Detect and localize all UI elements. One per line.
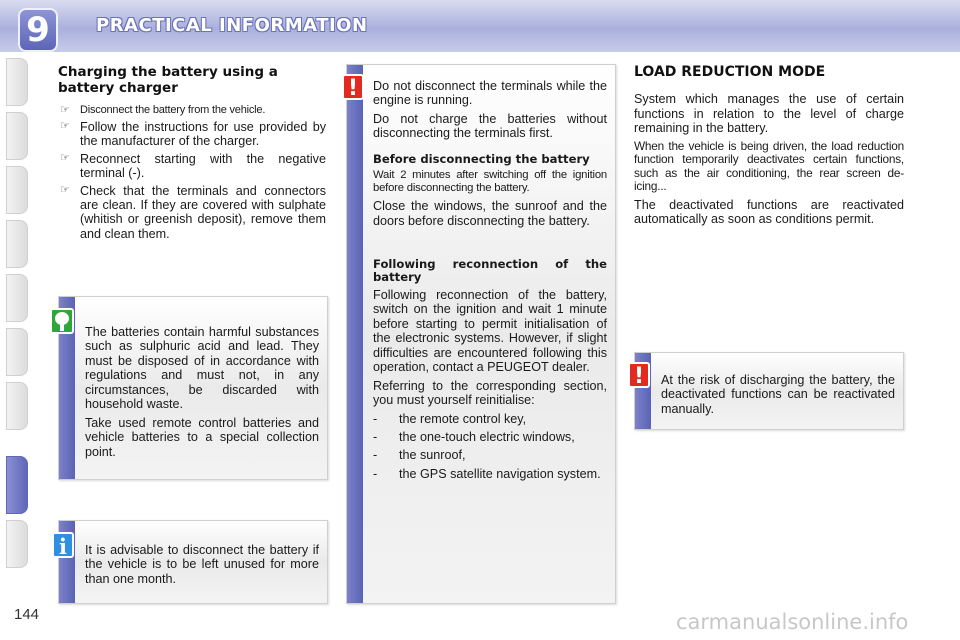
charging-steps — [58, 104, 326, 241]
load-reduction-paragraph: The deactivated functions are reactivated automatically as soon as conditions permit. — [634, 197, 904, 227]
chapter-tabs — [0, 58, 32, 578]
eco-paragraph: Take used remote control batteries and vehicle batteries to a special collection point. — [85, 415, 319, 459]
load-reduction-warning-text: At the risk of discharging the battery, the deactivated functions can be reactivated manually. — [661, 373, 895, 416]
list-item: ☞ Check that the terminals and connectors are clean. If they are covered with sulphate (whitish or greenish deposit), remove them and clean them. — [60, 183, 326, 241]
page-title: PRACTICAL INFORMATION — [96, 15, 368, 36]
pointing-hand-icon: ☞ — [60, 104, 70, 116]
warning-box-load-reduction — [634, 352, 904, 430]
charging-heading-line2: battery charger — [58, 80, 178, 96]
list-item: - the remote control key, — [373, 411, 527, 426]
warning-icon: ! — [628, 362, 650, 388]
chapter-tab[interactable] — [6, 112, 28, 160]
list-item: ☞ Follow the instructions for use provided by the manufacturer of the charger. — [60, 119, 326, 149]
watermark-text: carmanualsonline.info — [676, 610, 909, 634]
page-number: 144 — [14, 606, 40, 623]
list-item: - the one-touch electric windows, — [373, 429, 575, 444]
tree-icon — [50, 308, 74, 334]
environment-box — [58, 296, 328, 480]
chapter-tab[interactable] — [6, 58, 28, 106]
chapter-tab-active[interactable] — [6, 456, 28, 514]
warning-paragraph: Wait 2 minutes after switching off the ignition before disconnecting the battery. — [373, 169, 607, 195]
chapter-tab[interactable] — [6, 166, 28, 214]
info-text: It is advisable to disconnect the battery if the vehicle is to be left unused for more than one month. — [85, 543, 319, 586]
list-item: ☞ Reconnect starting with the negative terminal (-). — [60, 151, 326, 181]
pointing-hand-icon: ☞ — [60, 151, 70, 164]
charging-heading-line1: Charging the battery using a — [58, 64, 278, 80]
chapter-number-badge: 9 — [18, 8, 58, 52]
chapter-tab[interactable] — [6, 520, 28, 568]
warning-paragraph: Following reconnection of the battery, switch on the ignition and wait 1 minute before starting to permit initialisation of the electronic systems. However, if slight difficulties are encountered following this operation, contact a PEUGEOT dealer. — [373, 287, 607, 375]
chapter-tab[interactable] — [6, 220, 28, 268]
pointing-hand-icon: ☞ — [60, 119, 70, 132]
reinitialise-list — [373, 412, 607, 482]
chapter-tab[interactable] — [6, 382, 28, 430]
list-item: ☞ Disconnect the battery from the vehicle. — [60, 104, 266, 116]
after-reconnection-heading: Following reconnection of the battery — [373, 257, 607, 285]
chapter-tab[interactable] — [6, 328, 28, 376]
warning-paragraph: Do not charge the batteries without disconnecting the terminals first. — [373, 111, 607, 141]
load-reduction-heading: LOAD REDUCTION MODE — [634, 64, 826, 80]
charging-heading — [58, 64, 326, 96]
warning-box — [346, 64, 616, 604]
warning-icon: ! — [342, 74, 364, 100]
box-sidebar — [347, 65, 363, 603]
load-reduction-paragraph: When the vehicle is being driven, the load reduction function temporarily deactivates certain functions, such as the air conditioning, the rear screen de-icing... — [634, 138, 904, 194]
load-reduction-section — [634, 64, 904, 231]
charging-section — [58, 64, 326, 244]
warning-paragraph: Referring to the corresponding section, you must yourself reinitialise: — [373, 378, 607, 408]
info-icon: i — [52, 532, 74, 558]
load-reduction-paragraph: System which manages the use of certain functions in relation to the level of charge remaining in the battery. — [634, 92, 904, 136]
page-header — [0, 0, 960, 52]
warning-paragraph: Close the windows, the sunroof and the doors before disconnecting the battery. — [373, 199, 607, 228]
list-item: - the sunroof, — [373, 448, 466, 463]
before-disconnecting-heading: Before disconnecting the battery — [373, 151, 590, 166]
pointing-hand-icon: ☞ — [60, 183, 70, 196]
eco-paragraph: The batteries contain harmful substances such as sulphuric acid and lead. They must be disposed of in accordance with regulations and must not, in any circumstances, be discarded with household waste. — [85, 325, 319, 412]
chapter-tab[interactable] — [6, 274, 28, 322]
list-item: - the GPS satellite navigation system. — [373, 466, 601, 481]
warning-paragraph: Do not disconnect the terminals while the engine is running. — [373, 79, 607, 108]
info-box — [58, 520, 328, 604]
